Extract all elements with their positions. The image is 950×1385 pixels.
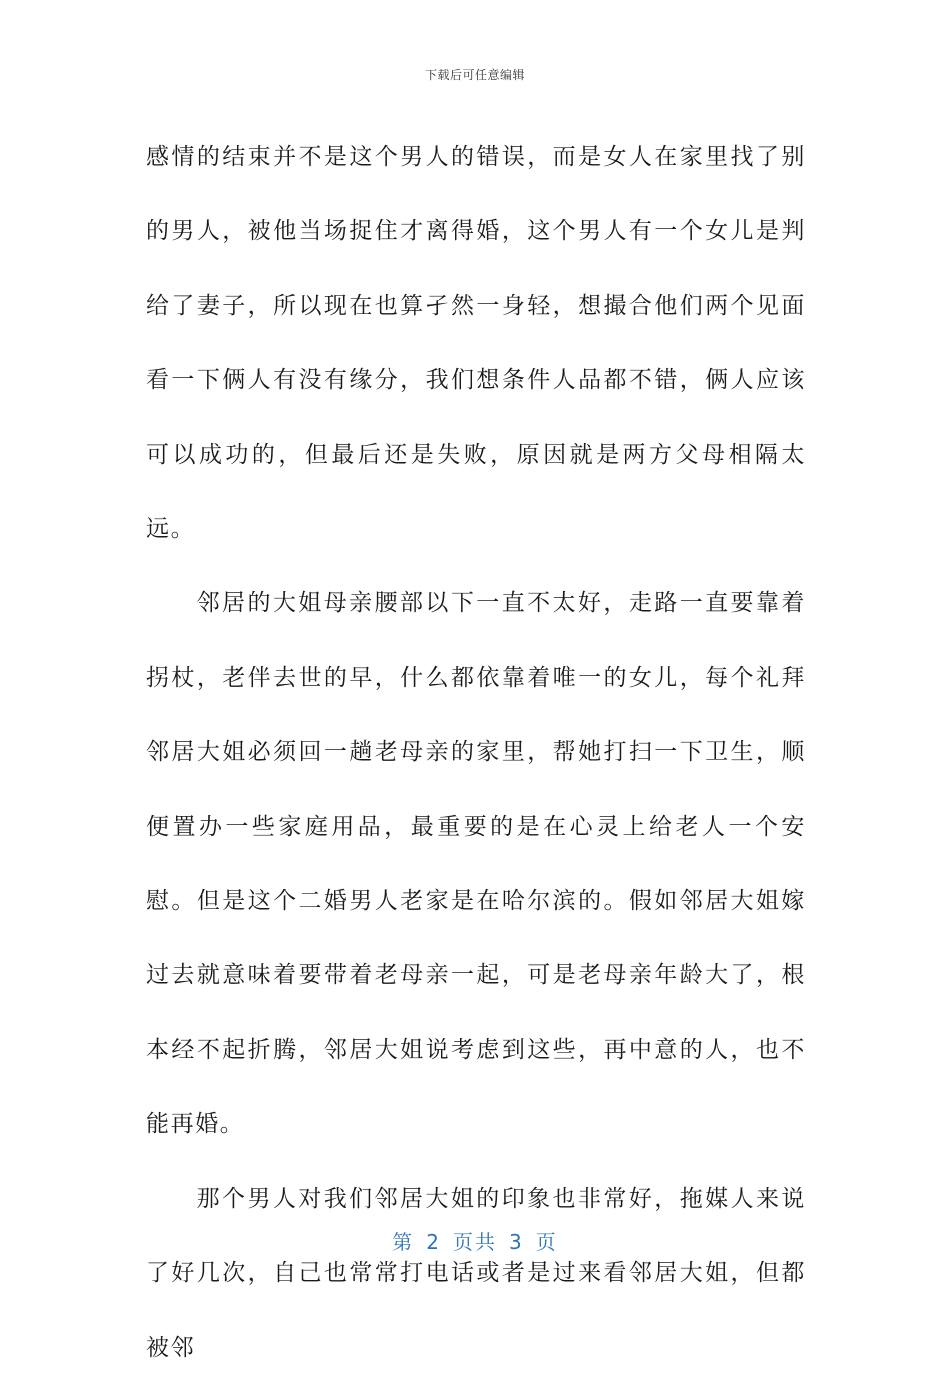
paragraph-3: 那个男人对我们邻居大姐的印象也非常好，拖媒人来说了好几次，自己也常常打电话或者是过来看邻居大姐，但都被邻 [146, 1185, 806, 1361]
current-page-number: 2 [426, 1230, 441, 1254]
paragraph-1: 感情的结束并不是这个男人的错误，而是女人在家里找了别的男人，被他当场捉住才离得婚，这个男人有一个女儿是判给了妻子，所以现在也算孑然一身轻，想撮合他们两个见面看一下俩人有没有缘分，我们想条件人品都不错，俩人应该可以成功的，但最后还是失败，原因就是两方父母相隔太远。 [146, 144, 806, 543]
document-body [146, 120, 806, 1385]
page-header: 下载后可任意编辑 [424, 68, 525, 82]
footer-middle: 页共 [453, 1230, 497, 1254]
footer-prefix: 第 [392, 1230, 415, 1254]
footer-suffix: 页 [535, 1230, 558, 1254]
page-footer [0, 1226, 950, 1255]
paragraph-2: 邻居的大姐母亲腰部以下一直不太好，走路一直要靠着拐杖，老伴去世的早，什么都依靠着唯一的女儿，每个礼拜邻居大姐必须回一趟老母亲的家里，帮她打扫一下卫生，顺便置办一些家庭用品，最重要的是在心灵上给老人一个安慰。但是这个二婚男人老家是在哈尔滨的。假如邻居大姐嫁过去就意味着要带着老母亲一起，可是老母亲年龄大了，根本经不起折腾，邻居大姐说考虑到这些，再中意的人，也不能再婚。 [146, 590, 806, 1138]
total-pages-number: 3 [509, 1230, 524, 1254]
